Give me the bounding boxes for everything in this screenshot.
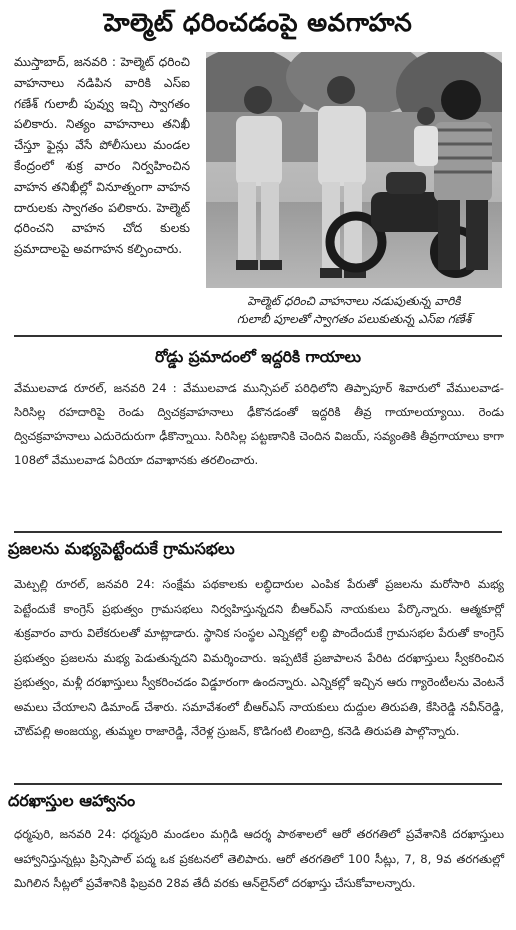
news-photo xyxy=(206,52,502,288)
story2-body: వేములవాడ రూరల్, జనవరి 24 : వేములవాడ మున్సిపల్ పరిధిలోని తిప్పాపూర్ శివారులో వేములవాడ-సిరిసిల్ల రహదారిపై రెండు ద్విచక్రవాహనాలు ఢీకొనడంతో ఇద్దరికి తీవ్ర గాయాలయ్యాయి. రెండు ద్విచక్రవాహనాలు ఎదురెదురుగా ఢీకొన్నాయి. సిరిసిల్ల పట్టణానికి చెందిన విజయ్, సవ్యంతికి తీవ్రగాయాలు కాగా 108లో వేములవాడ ఏరియా దవాఖానకు తరలించారు. xyxy=(14,381,504,467)
photo-caption xyxy=(206,292,502,328)
story2-heading: రోడ్డు ప్రమాదంలో ఇద్దరికి గాయాలు xyxy=(154,348,362,366)
section-divider xyxy=(14,531,502,533)
story3-body: మెట్పల్లి రూరల్, జనవరి 24: సంక్షేమ పథకాలకు లబ్ధిదారుల ఎంపిక పేరుతో ప్రజలను మరోసారి మభ్య పెట్టేందుకే కాంగ్రెస్ ప్రభుత్వం గ్రామసభలు నిర్వహిస్తున్నదని బీఆర్ఎస్ నాయకులు పేర్కొన్నారు. ఆత్మకూర్లో శుక్రవారం వారు విలేకరులతో మాట్లాడారు. స్థానిక సంస్థల ఎన్నికల్లో లబ్ధి పొందేందుకే గ్రామసభల పేరుతో కాంగ్రెస్ ప్రభుత్వం ప్రజలను మభ్య పెడుతున్నదని విమర్శించారు. ఇప్పటికే ప్రజాపాలన పేరిట దరఖాస్తులు స్వీకరించిన ప్రభుత్వం, మళ్లీ దరఖాస్తులు స్వీకరించడం విడ్డూరంగా ఉందన్నారు. ఎన్నికల్లో ఇచ్చిన ఆరు గ్యారెంటీలను వెంటనే అమలు చేయాలని డిమాండ్ చేశారు. సమావేశంలో బీఆర్ఎస్ నాయకులు దుద్దుల తిరుపతి, కేసిరెడ్డి నవీన్‌రెడ్డి, చౌట్‌పల్లి అంజయ్య, తుమ్మల రాజారెడ్డి, నేరెళ్ల స్రుజన్, కొడిగంటి లింబాద్రి, కనెడి తిరుపతి పాల్గొన్నారు. xyxy=(14,577,504,738)
story3-heading: ప్రజలను మభ్యపెట్టేందుకే గ్రామసభలు xyxy=(8,539,235,558)
story4-heading: దరఖాస్తుల ఆహ్వానం xyxy=(8,791,136,810)
story1-body: ముస్తాబాద్, జనవరి : హెల్మెట్ ధరించి వాహనాలు నడిపిన వారికి ఎస్ఐ గణేశ్ గులాబీ పువ్వు ఇచ్చి స్వాగతం పలికారు. నిత్యం వాహనాలు తనిఖీ చేస్తూ ఫైన్లు వేసే పోలీసులు మండల కేంద్రంలో శుక్ర వారం నిర్వహించిన వాహన తనిఖీల్లో వినూత్నంగా వాహన దారులకు స్వాగతం పలికారు. హెల్మెట్ ధరించని వాహన చోద కులకు ప్రమాదాలపై అవగాహన కల్పించారు. xyxy=(14,55,190,257)
photo-caption-line2: గులాబీ పూలతో స్వాగతం పలుకుతున్న ఎస్ఐ గణేశ్ xyxy=(236,312,472,326)
section-divider xyxy=(14,783,502,785)
section-divider xyxy=(14,335,502,337)
story4-body: ధర్మపురి, జనవరి 24: ధర్మపురి మండలం మగ్గిడి ఆదర్శ పాఠశాలలో ఆరో తరగతిలో ప్రవేశానికి దరఖాస్తులు ఆహ్వానిస్తున్నట్లు ప్రిన్సిపాల్ పద్మ ఒక ప్రకటనలో తెలిపారు. ఆరో తరగతిలో 100 సీట్లు, 7, 8, 9వ తరగతుల్లో మిగిలిన సీట్లలో ప్రవేశానికి ఫిబ్రవరి 28వ తేదీ వరకు ఆన్‌లైన్‌లో దరఖాస్తు చేసుకోవాలన్నారు. xyxy=(14,827,504,890)
main-headline: హెల్మెట్ ధరించడంపై అవగాహన xyxy=(103,8,413,37)
photo-caption-line1: హెల్మెట్ ధరించి వాహనాలు నడుపుతున్న వారికి xyxy=(247,294,461,308)
